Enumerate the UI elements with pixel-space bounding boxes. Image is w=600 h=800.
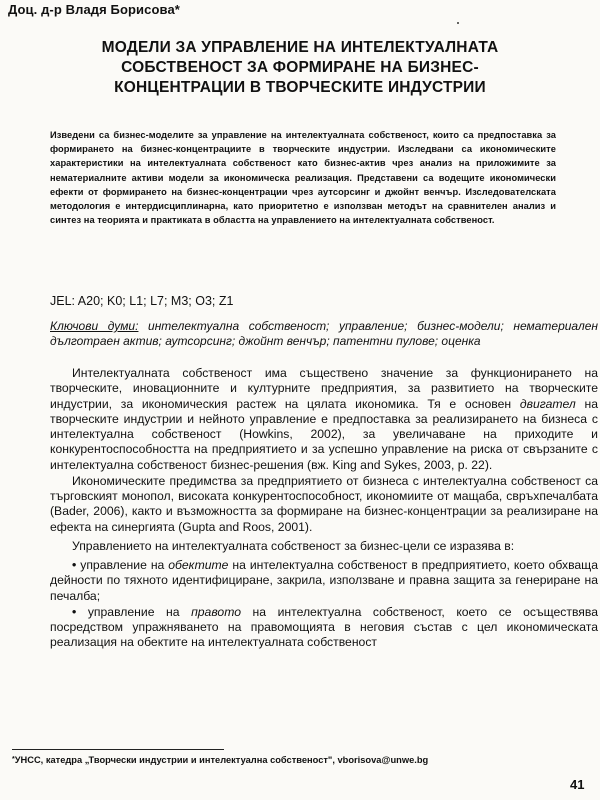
bullet-icon: •: [72, 558, 77, 572]
title-line: МОДЕЛИ ЗА УПРАВЛЕНИЕ НА ИНТЕЛЕКТУАЛНАТА: [101, 39, 499, 56]
page-number: 41: [570, 777, 585, 792]
bullet-text: управление на: [76, 558, 169, 572]
footnote-divider: [12, 749, 224, 750]
footnote-marker: *: [12, 756, 15, 763]
title-line: СОБСТВЕНОСТ ЗА ФОРМИРАНЕ НА БИЗНЕС-: [121, 59, 479, 76]
author-name: Доц. д-р Владя Борисова*: [8, 2, 180, 17]
title-line: КОНЦЕНТРАЦИИ В ТВОРЧЕСКИТЕ ИНДУСТРИИ: [114, 79, 486, 96]
article-title: [40, 38, 560, 98]
keywords: [50, 319, 598, 350]
bullet-text: на интелектуална собственост в предприятието, което обхваща дейности по тяхното идентифициране, закрила, използване и правна защита за генериране на печалба;: [50, 558, 598, 603]
paragraph: [50, 366, 598, 473]
footnote: [12, 754, 572, 766]
keywords-list: интелектуална собственост; управление; бизнес-модели; нематериален дълготраен актив; аутсорсинг; джойнт венчър; патентни пулове; оценка: [50, 319, 599, 349]
bullet-item: [50, 558, 598, 604]
bullet-emphasis: правото: [191, 604, 241, 619]
paragraph: Икономическите предимства за предприятието от бизнеса с интелектуална собственост са търговският монопол, високата конкурентоспособност, икономиите от мащаба, свръхпечалбата (Bader, 2006), както и възможността за формиране на бизнес-концентрации за реализиране на ефекта на синергията (Gupta and Roos, 2001).: [50, 473, 598, 534]
keywords-label: Ключови думи:: [50, 319, 139, 333]
paragraph-text: Интелектуалната собственост има съществено значение за функционирането на творческите, иновационните и културните предприятия, за развитието на творческите индустрии, за икономическия растеж на цялата икономика. Тя е основен: [50, 366, 598, 411]
bullet-text: управление на: [76, 604, 192, 619]
paragraph: Управлението на интелектуалната собственост за бизнес-цели се изразява в:: [72, 538, 515, 553]
abstract: Изведени са бизнес-моделите за управление на интелектуалната собственост, които са предпоставка за формирането на бизнес-концентрациите в творческите индустрии. Изследвани са икономическите характеристики на интелектуалната собственост като бизнес-актив чрез анализ на приложимите за нематериалните активи модели за икономическа реализация. Представени са водещите икономически ефекти от формирането на бизнес-концентрации чрез аутсорсинг и джойнт венчър. Изследователската методология е интердисциплинарна, като приоритетно е използван методът на сравнителен анализ и синтез на теорията и практиката в областта на управлението на интелектуалната собственост.: [50, 130, 556, 226]
footnote-text: УНСС, катедра „Творчески индустрии и интелектуална собственост", vborisova@unwe.bg: [14, 755, 429, 765]
paragraph-text: на творческите индустрии и нейното управление е предпоставка за реализирането на бизнеса с интелектуална собственост (Howkins, 2002), за увеличаване на приходите и конкурентоспособността на предприятието и за успешно управление на риска от свързаните с интелектуална собственост бизнес-решения (вж. King and Sykes, 2003, p. 22).: [50, 396, 598, 472]
scan-speck: [457, 22, 459, 24]
bullet-icon: •: [72, 604, 77, 619]
bullet-item: [50, 605, 598, 651]
jel-codes: JEL: A20; K0; L1; L7; M3; O3; Z1: [50, 294, 234, 308]
body-text: [50, 366, 598, 651]
bullet-text: на интелектуална собственост, което се осъществява посредством упражняването на правомощията в неговия състав с цел икономическата реализация на обектите на интелектуалната собственост: [50, 604, 598, 650]
bullet-emphasis: обектите: [168, 558, 229, 572]
paragraph-emphasis: двигател: [519, 396, 576, 411]
